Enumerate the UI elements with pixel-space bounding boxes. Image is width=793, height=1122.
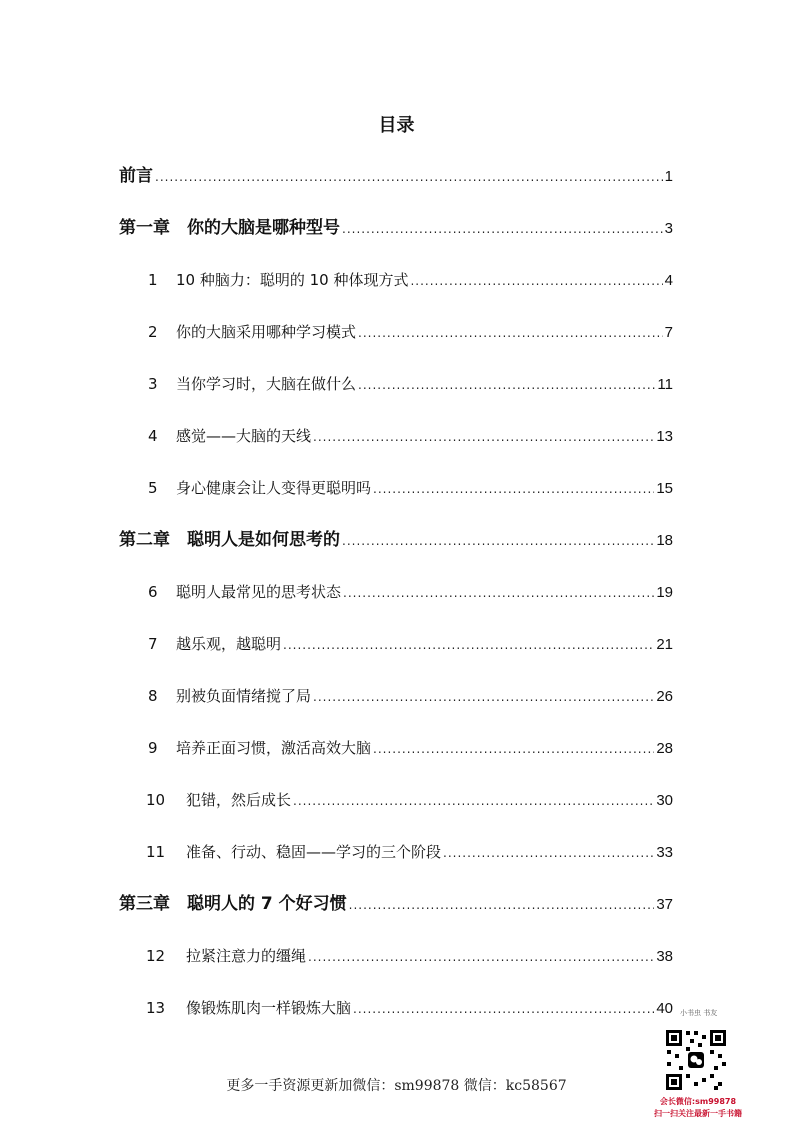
toc-page-number: 1	[664, 168, 673, 185]
toc-page-number: 40	[656, 1000, 673, 1017]
toc-entry-label: 第二章 聪明人是如何思考的	[119, 530, 340, 550]
toc-section-entry[interactable]	[148, 685, 673, 708]
toc-entry-label: 像锻炼肌肉一样锻炼大脑	[186, 999, 352, 1017]
toc-dot-leader	[342, 218, 663, 240]
toc-page-number: 13	[656, 428, 673, 445]
toc-entry-number: 3	[148, 375, 158, 393]
toc-dot-leader	[358, 374, 655, 396]
toc-entry-label: 越乐观，越聪明	[176, 635, 282, 653]
toc-entry-number: 9	[148, 739, 158, 757]
toc-section-entry[interactable]	[148, 477, 673, 500]
toc-entry-number: 13	[146, 999, 166, 1017]
qr-watermark	[636, 1000, 760, 1120]
toc-dot-leader	[353, 998, 654, 1020]
toc-section-entry[interactable]	[148, 633, 673, 656]
toc-dot-leader	[313, 426, 654, 448]
toc-entry-number: 2	[148, 323, 158, 341]
toc-entry-label: 培养正面习惯，激活高效大脑	[176, 739, 372, 757]
toc-section-entry[interactable]	[146, 997, 673, 1020]
footer-text: 更多一手资源更新加微信：sm99878 微信：kc58567	[226, 1078, 567, 1094]
toc-page-number: 19	[656, 584, 673, 601]
toc-page-number: 26	[656, 688, 673, 705]
toc-dot-leader	[308, 946, 654, 968]
toc-section-entry[interactable]	[148, 373, 673, 396]
toc-chapter-entry[interactable]	[119, 165, 673, 188]
toc-dot-leader	[349, 894, 655, 916]
toc-entry-number: 6	[148, 583, 158, 601]
toc-page-number: 11	[657, 376, 673, 393]
toc-chapter-entry[interactable]	[119, 529, 673, 552]
toc-section-entry[interactable]	[148, 581, 673, 604]
toc-page-number: 28	[656, 740, 673, 757]
toc-section-entry[interactable]	[148, 321, 673, 344]
toc-dot-leader	[293, 790, 654, 812]
toc-entry-label: 拉紧注意力的缰绳	[186, 947, 307, 965]
toc-entry-number: 11	[146, 843, 166, 861]
toc-section-entry[interactable]	[148, 425, 673, 448]
toc-dot-leader	[313, 686, 654, 708]
toc-section-entry[interactable]	[146, 841, 673, 864]
toc-page-number: 30	[656, 792, 673, 809]
toc-dot-leader	[358, 322, 663, 344]
toc-page-number: 37	[656, 896, 673, 913]
toc-page-number: 18	[656, 532, 673, 549]
toc-chapter-entry[interactable]	[119, 893, 673, 916]
toc-title: 目录	[378, 115, 415, 136]
toc-section-entry[interactable]	[148, 737, 673, 760]
toc-dot-leader	[373, 478, 654, 500]
toc-entry-label: 身心健康会让人变得更聪明吗	[176, 479, 372, 497]
qr-note-wechat: 会长微信:sm99878	[659, 1097, 737, 1106]
toc-dot-leader	[410, 270, 662, 292]
toc-entry-number: 10	[146, 791, 166, 809]
toc-dot-leader	[343, 582, 654, 604]
toc-section-entry[interactable]	[146, 945, 673, 968]
toc-chapter-entry[interactable]	[119, 217, 673, 240]
toc-entry-label: 聪明人最常见的思考状态	[176, 583, 342, 601]
toc-page-number: 7	[664, 324, 673, 341]
toc-dot-leader	[373, 738, 654, 760]
toc-entry-number: 8	[148, 687, 158, 705]
toc-page-number: 21	[656, 636, 673, 653]
toc-entry-label: 你的大脑采用哪种学习模式	[176, 323, 357, 341]
toc-page-number: 3	[664, 220, 673, 237]
toc-dot-leader	[155, 166, 663, 188]
toc-dot-leader	[283, 634, 654, 656]
toc-entry-label: 前言	[119, 166, 153, 186]
toc-entry-number: 1	[148, 271, 158, 289]
toc-entry-number: 12	[146, 947, 166, 965]
toc-entry-label: 第一章 你的大脑是哪种型号	[119, 218, 340, 238]
toc-dot-leader	[342, 530, 654, 552]
toc-page-number: 15	[656, 480, 673, 497]
toc-entry-label: 第三章 聪明人的 7 个好习惯	[119, 894, 347, 914]
toc-page-number: 4	[664, 272, 673, 289]
toc-page-number: 33	[656, 844, 673, 861]
qr-note-scan: 扫一扫关注最新一手书籍	[654, 1109, 742, 1118]
qr-code-icon	[664, 1028, 728, 1092]
toc-entry-label: 别被负面情绪搅了局	[176, 687, 312, 705]
toc-entry-label: 感觉——大脑的天线	[176, 427, 312, 445]
toc-entry-label: 犯错，然后成长	[186, 791, 292, 809]
toc-entry-label: 当你学习时，大脑在做什么	[176, 375, 357, 393]
toc-dot-leader	[443, 842, 654, 864]
toc-page-number: 38	[656, 948, 673, 965]
toc-entry-number: 4	[148, 427, 158, 445]
toc-entry-number: 7	[148, 635, 158, 653]
toc-entry-number: 5	[148, 479, 158, 497]
toc-section-entry[interactable]	[146, 789, 673, 812]
toc-entry-label: 10 种脑力：聪明的 10 种体现方式	[176, 271, 409, 289]
toc-entry-label: 准备、行动、稳固——学习的三个阶段	[186, 843, 442, 861]
toc-section-entry[interactable]	[148, 269, 673, 292]
qr-brand-text: 小书虫 书友	[680, 1009, 718, 1017]
